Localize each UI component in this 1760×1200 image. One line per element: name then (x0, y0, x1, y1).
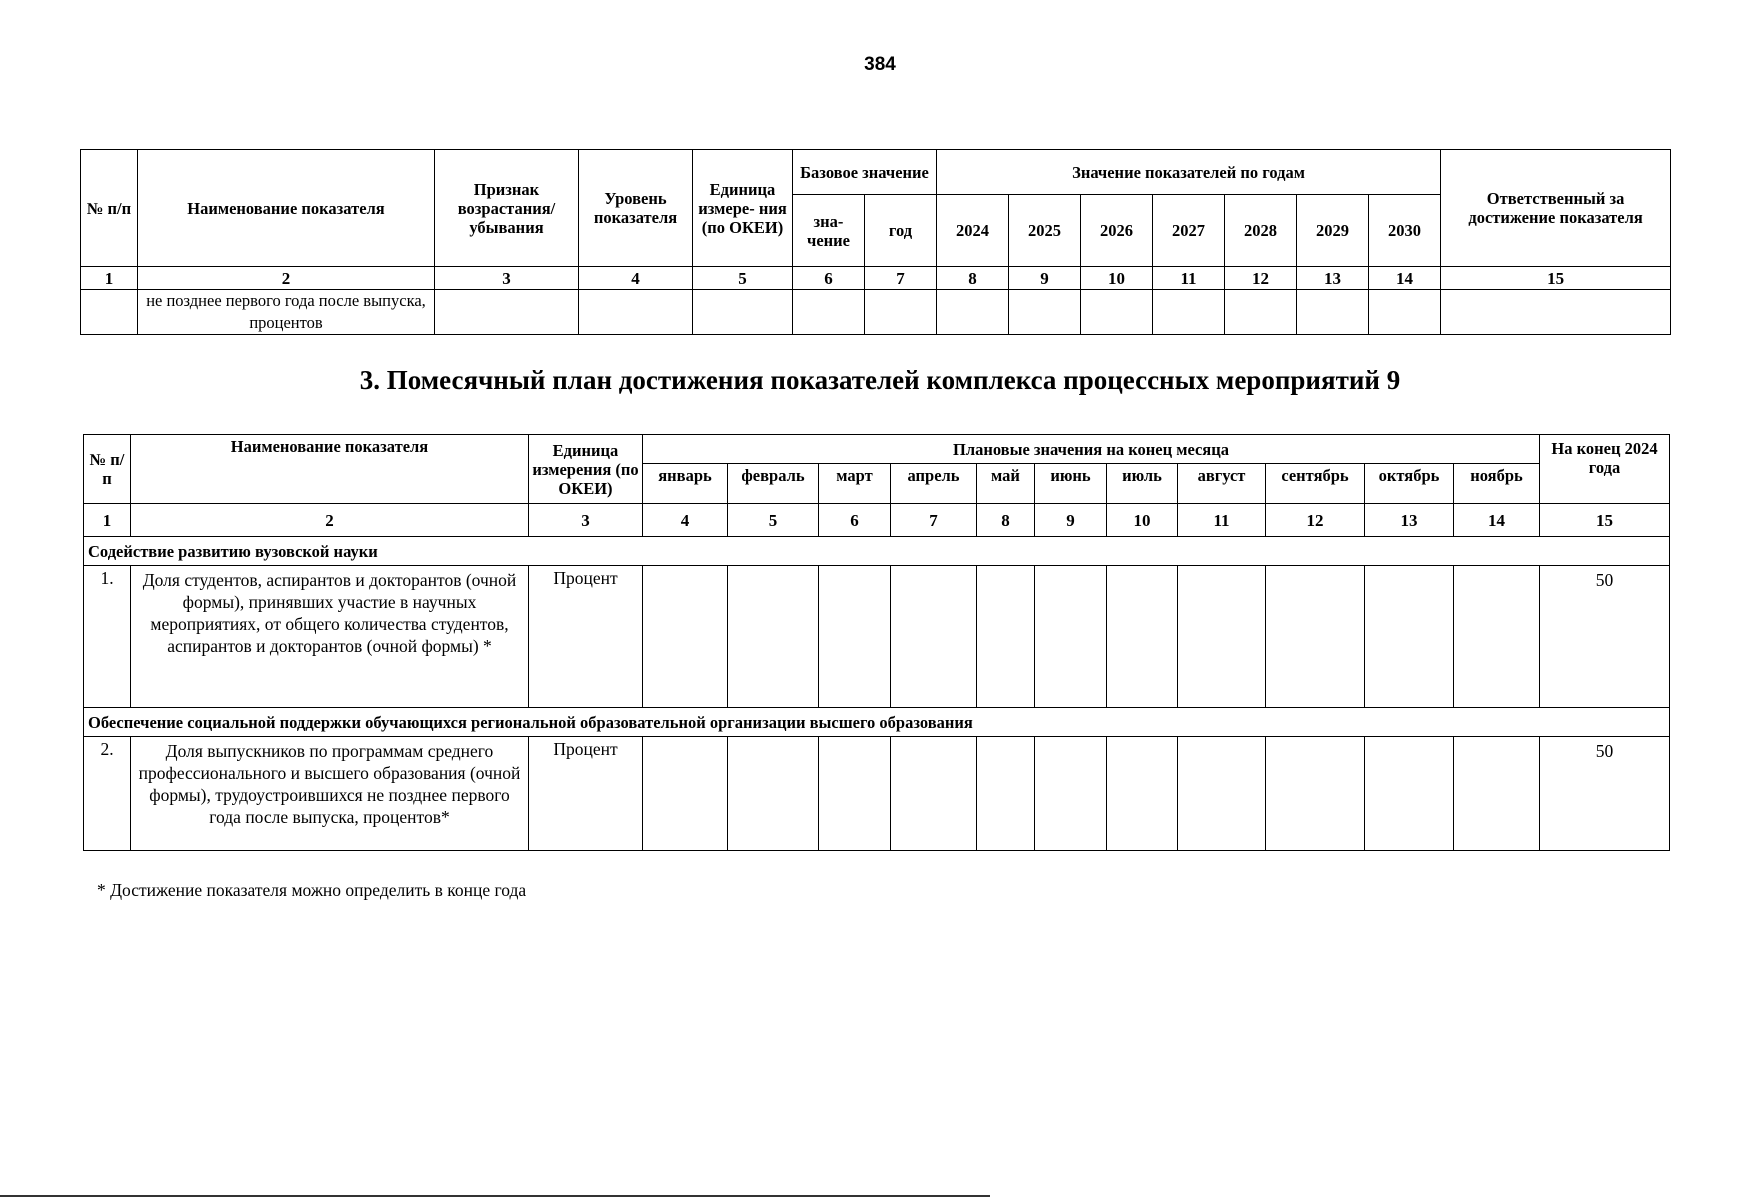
header-unit: Единица измере- ния (по ОКЕИ) (693, 150, 793, 267)
column-number: 2 (131, 504, 529, 537)
page-number: 384 (864, 54, 896, 75)
header-month: январь (643, 464, 728, 504)
header-month: ноябрь (1454, 464, 1540, 504)
indicator-index: 1. (84, 566, 131, 708)
table-row (84, 566, 1670, 708)
column-number: 13 (1365, 504, 1454, 537)
header-month: август (1178, 464, 1266, 504)
indicator-unit: Процент (529, 566, 643, 708)
header-month: март (819, 464, 891, 504)
header-month: февраль (728, 464, 819, 504)
column-number: 8 (977, 504, 1035, 537)
table-row (84, 737, 1670, 851)
indicators-by-year-table (80, 149, 1671, 335)
column-number: 1 (81, 267, 138, 290)
header-year: 2028 (1225, 195, 1297, 267)
header-year: 2030 (1369, 195, 1441, 267)
header-base-year: год (865, 195, 937, 267)
header-name: Наименование показателя (138, 150, 435, 267)
monthly-plan-table (83, 434, 1670, 851)
column-number: 6 (793, 267, 865, 290)
bottom-rule (0, 1195, 990, 1197)
header-year: 2027 (1153, 195, 1225, 267)
header-year-end: На конец 2024 года (1540, 435, 1670, 504)
group-row (84, 708, 1670, 737)
indicator-index: 2. (84, 737, 131, 851)
header-year: 2026 (1081, 195, 1153, 267)
header-name: Наименование показателя (131, 435, 529, 504)
header-month: сентябрь (1266, 464, 1365, 504)
column-number: 3 (435, 267, 579, 290)
column-number: 4 (579, 267, 693, 290)
column-number: 6 (819, 504, 891, 537)
header-months-group: Плановые значения на конец месяца (643, 435, 1540, 464)
group-title: Обеспечение социальной поддержки обучающихся региональной образовательной организации высшего образования (84, 708, 1670, 737)
footnote: * Достижение показателя можно определить в конце года (97, 880, 527, 900)
column-number: 5 (728, 504, 819, 537)
column-number: 9 (1009, 267, 1081, 290)
header-level: Уровень показателя (579, 150, 693, 267)
header-base: Базовое значение (793, 150, 937, 195)
header-sign: Признак возрастания/ убывания (435, 150, 579, 267)
column-number: 14 (1369, 267, 1441, 290)
header-num: № п/п (81, 150, 138, 267)
header-year: 2029 (1297, 195, 1369, 267)
column-number: 10 (1107, 504, 1178, 537)
column-number: 1 (84, 504, 131, 537)
header-month: октябрь (1365, 464, 1454, 504)
header-base-value: зна- чение (793, 195, 865, 267)
column-number: 7 (891, 504, 977, 537)
column-number: 3 (529, 504, 643, 537)
indicator-year-end-value: 50 (1540, 566, 1670, 708)
header-num: № п/п (84, 435, 131, 504)
indicator-unit: Процент (529, 737, 643, 851)
header-month: апрель (891, 464, 977, 504)
header-years-group: Значение показателей по годам (937, 150, 1441, 195)
header-month: июль (1107, 464, 1178, 504)
header-responsible: Ответственный за достижение показателя (1441, 150, 1671, 267)
group-title: Содействие развитию вузовской науки (84, 537, 1670, 566)
header-month: май (977, 464, 1035, 504)
header-unit: Единица измерения (по ОКЕИ) (529, 435, 643, 504)
column-number: 11 (1153, 267, 1225, 290)
indicator-year-end-value: 50 (1540, 737, 1670, 851)
column-number: 12 (1266, 504, 1365, 537)
column-number: 5 (693, 267, 793, 290)
column-number: 13 (1297, 267, 1369, 290)
header-month: июнь (1035, 464, 1107, 504)
column-number: 14 (1454, 504, 1540, 537)
section-title: 3. Помесячный план достижения показателей комплекса процессных мероприятий 9 (359, 365, 1401, 395)
column-number: 12 (1225, 267, 1297, 290)
column-number: 2 (138, 267, 435, 290)
column-number: 7 (865, 267, 937, 290)
column-number: 10 (1081, 267, 1153, 290)
continuation-name: не позднее первого года после выпуска, процентов (138, 290, 435, 335)
column-number: 8 (937, 267, 1009, 290)
column-number: 11 (1178, 504, 1266, 537)
header-year: 2025 (1009, 195, 1081, 267)
column-number: 15 (1441, 267, 1671, 290)
column-number: 4 (643, 504, 728, 537)
indicator-name: Доля выпускников по программам среднего профессионального и высшего образования (очной формы), трудоустроившихся не позднее первого года после выпуска, процентов* (131, 737, 529, 851)
column-number: 9 (1035, 504, 1107, 537)
table-row (81, 290, 1671, 335)
indicator-name: Доля студентов, аспирантов и докторантов (очной формы), принявших участие в научных мероприятиях, от общего количества студентов, аспирантов и докторантов (очной формы) * (131, 566, 529, 708)
group-row (84, 537, 1670, 566)
column-number: 15 (1540, 504, 1670, 537)
header-year: 2024 (937, 195, 1009, 267)
